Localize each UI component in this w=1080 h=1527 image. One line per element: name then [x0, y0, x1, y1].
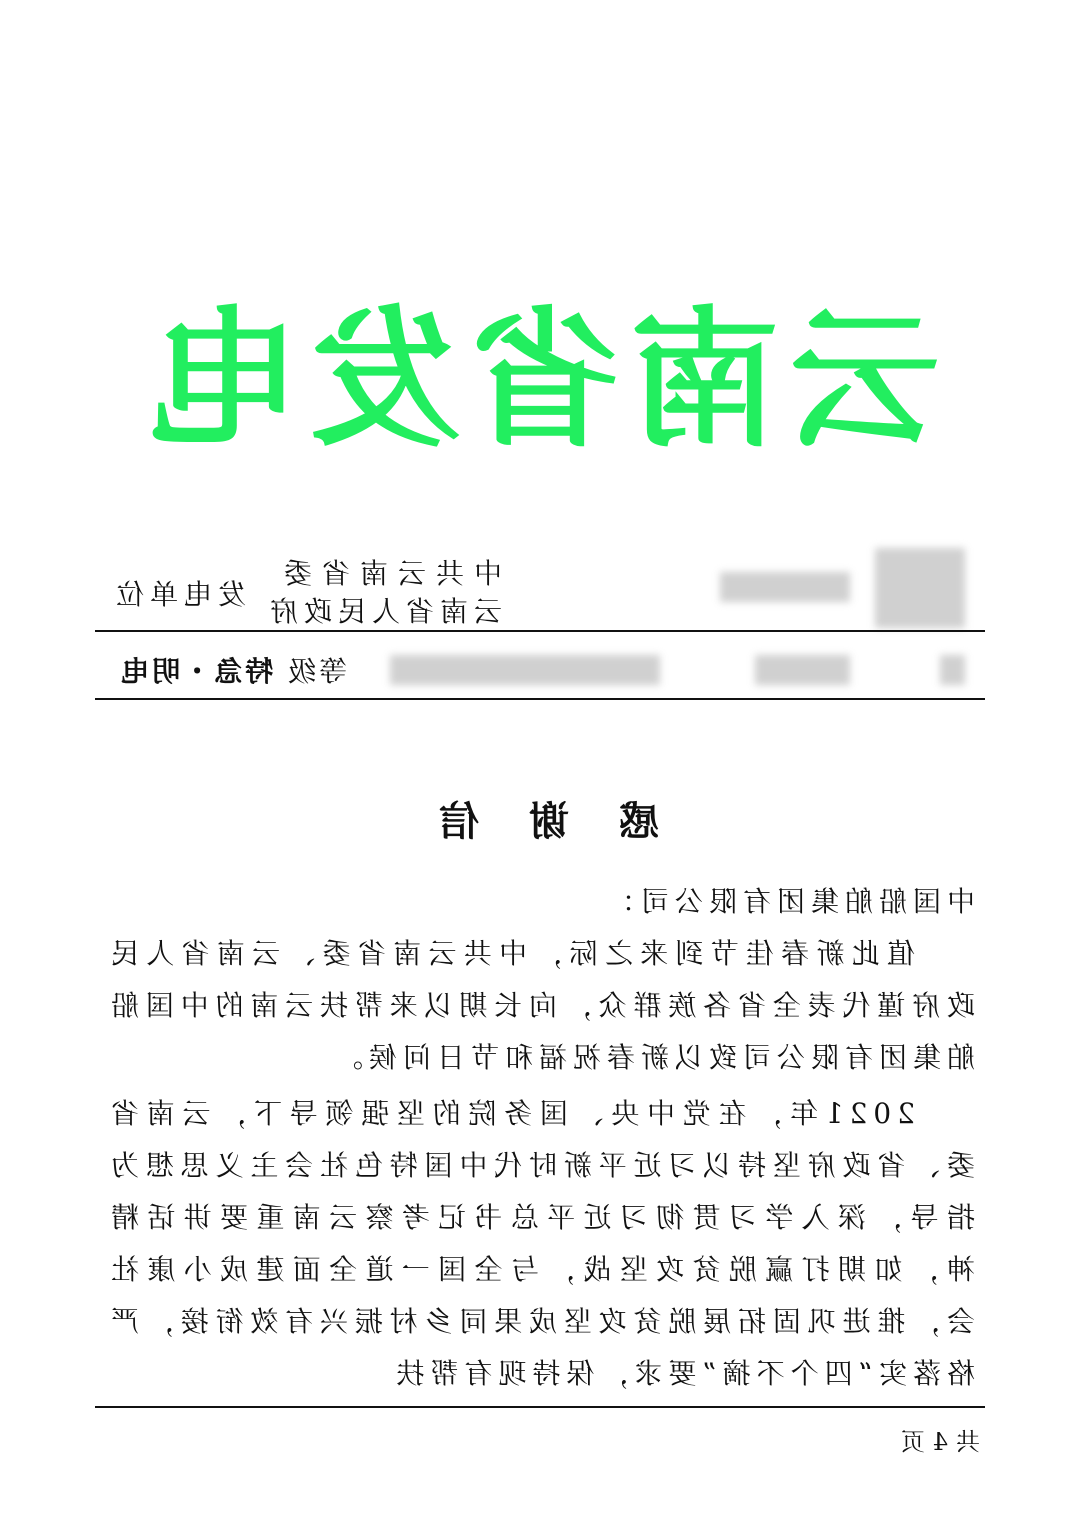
sender-line-2: 云南省人民政府	[263, 595, 502, 628]
redacted-block	[875, 548, 965, 628]
grade-value: 特急・明电	[118, 655, 274, 688]
redacted-block	[755, 655, 850, 685]
redacted-block	[940, 655, 965, 685]
paragraph: 2021年，在党中央、国务院的坚强领导下，云南省委、省政府坚持以习近平新时代中国特色社会主义思想为指导，深入学习贯彻习近平总书记考察云南重要讲话精神，如期打赢脱贫攻坚战，与全国一道全面建成小康社会，推进巩固拓展脱贫攻坚成果同乡村振兴有效衔接，严格落实“四个不摘”要求，保持现有帮扶	[105, 1097, 975, 1390]
letter-title: 感 谢 信	[421, 798, 659, 845]
divider-line	[95, 630, 985, 632]
paragraph: 值此新春佳节到来之际，中共云南省委、云南省人民政府谨代表全省各族群众，向长期以来帮扶云南的中国船舶集团有限公司致以新春祝福和节日问候。	[105, 937, 975, 1074]
salutation: 中国船舶集团有限公司：	[600, 885, 975, 918]
redacted-block	[720, 572, 850, 602]
page-count: 共4页	[892, 1428, 980, 1456]
divider-line	[95, 698, 985, 700]
grade-label: 等级	[284, 655, 347, 688]
masthead-title: 云南省发电	[140, 292, 941, 468]
sender-label: 发电单位	[110, 578, 247, 611]
redacted-block	[390, 655, 660, 685]
divider-line	[95, 1406, 985, 1408]
sender-line-1: 中共云南省委	[273, 557, 502, 590]
grade-row	[118, 650, 347, 690]
